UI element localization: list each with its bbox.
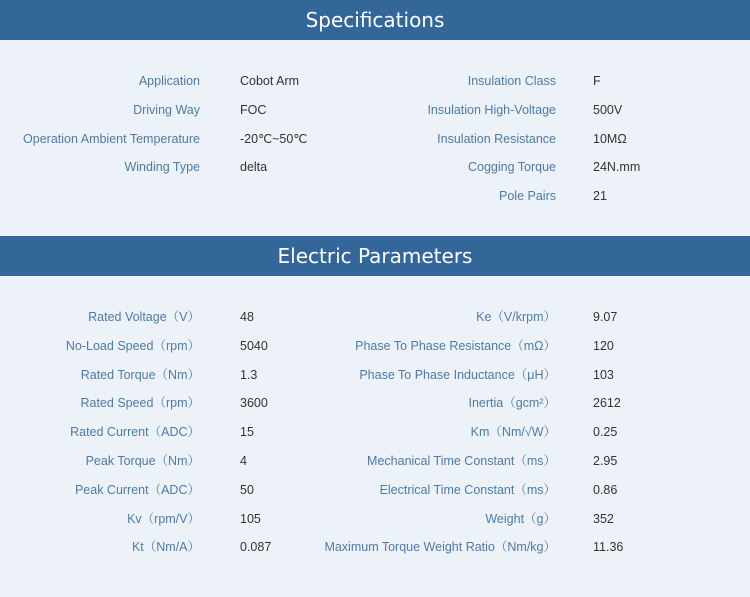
spec-label: Ke（V/krpm） xyxy=(476,310,556,324)
spec-row xyxy=(0,451,750,471)
spec-label: Pole Pairs xyxy=(499,189,556,204)
spec-value: 103 xyxy=(593,367,614,382)
spec-row xyxy=(0,393,750,413)
spec-row xyxy=(0,129,750,149)
electric-parameters-header: Electric Parameters xyxy=(0,236,750,276)
spec-label: Driving Way xyxy=(133,102,200,117)
spec-value: 3600 xyxy=(240,396,268,411)
spec-row xyxy=(0,480,750,500)
specifications-header: Specifications xyxy=(0,0,750,40)
spec-value: FOC xyxy=(240,102,267,117)
spec-value: 0.25 xyxy=(593,425,618,440)
spec-label: Rated Voltage（V） xyxy=(88,310,200,324)
spec-label: Maximum Torque Weight Ratio（Nm/kg） xyxy=(324,540,556,555)
spec-row xyxy=(0,422,750,442)
spec-label: Mechanical Time Constant（ms） xyxy=(367,454,556,468)
spec-value: 0.087 xyxy=(240,540,272,555)
spec-value: 105 xyxy=(240,511,261,526)
spec-label: Electrical Time Constant（ms） xyxy=(379,482,556,497)
spec-value: 48 xyxy=(240,310,254,324)
spec-value: delta xyxy=(240,160,268,175)
spec-label: Peak Current（ADC） xyxy=(74,482,200,497)
spec-label: Weight（g） xyxy=(485,511,556,526)
spec-value: 11.36 xyxy=(593,540,624,555)
spec-value: F xyxy=(593,74,601,88)
spec-value: 1.3 xyxy=(240,367,258,382)
spec-row xyxy=(0,71,750,91)
spec-label: Insulation Class xyxy=(467,74,556,88)
spec-label: Insulation High-Voltage xyxy=(427,102,556,117)
spec-label: Phase To Phase Inductance（μH） xyxy=(359,367,556,382)
spec-label: Insulation Resistance xyxy=(437,131,556,146)
spec-label: Rated Torque（Nm） xyxy=(80,367,200,382)
spec-label: Inertia（gcm²） xyxy=(468,396,556,411)
spec-value: 2.95 xyxy=(593,454,618,468)
spec-value: 2612 xyxy=(593,396,621,411)
spec-label: Peak Torque（Nm） xyxy=(85,454,200,468)
electric-parameters-panel xyxy=(0,276,750,597)
spec-row xyxy=(0,537,750,557)
spec-label: Rated Current（ADC） xyxy=(70,425,200,440)
spec-value: 9.07 xyxy=(593,310,618,324)
spec-row xyxy=(0,509,750,529)
spec-value: 120 xyxy=(593,338,614,353)
spec-label: Operation Ambient Temperature xyxy=(23,131,200,146)
spec-value: 0.86 xyxy=(593,482,618,497)
spec-label: Winding Type xyxy=(124,160,200,175)
spec-value: 4 xyxy=(240,454,247,468)
spec-label: Kv（rpm/V） xyxy=(127,511,200,526)
spec-value: 500V xyxy=(593,102,623,117)
spec-row xyxy=(0,365,750,385)
spec-value: 21 xyxy=(593,189,607,204)
spec-value: 15 xyxy=(240,425,254,440)
spec-value: 24N.mm xyxy=(593,160,641,175)
spec-row xyxy=(0,157,750,177)
spec-label: No-Load Speed（rpm） xyxy=(65,338,200,353)
spec-value: 50 xyxy=(240,482,254,497)
spec-label: Cogging Torque xyxy=(467,160,556,175)
spec-row xyxy=(0,336,750,356)
spec-value: Cobot Arm xyxy=(240,74,300,88)
spec-value: 5040 xyxy=(240,338,268,353)
spec-value: 10MΩ xyxy=(593,131,627,146)
spec-label: Phase To Phase Resistance（mΩ） xyxy=(355,338,556,353)
spec-row xyxy=(0,100,750,120)
spec-label: Kt（Nm/A） xyxy=(131,540,200,555)
spec-label: Application xyxy=(138,74,200,88)
spec-row xyxy=(0,186,750,206)
spec-value: 352 xyxy=(593,511,614,526)
spec-label: Km（Nm/√W） xyxy=(470,425,556,440)
specifications-panel xyxy=(0,40,750,236)
spec-value: -20℃~50℃ xyxy=(240,131,308,146)
spec-label: Rated Speed（rpm） xyxy=(80,396,200,411)
spec-row xyxy=(0,307,750,327)
